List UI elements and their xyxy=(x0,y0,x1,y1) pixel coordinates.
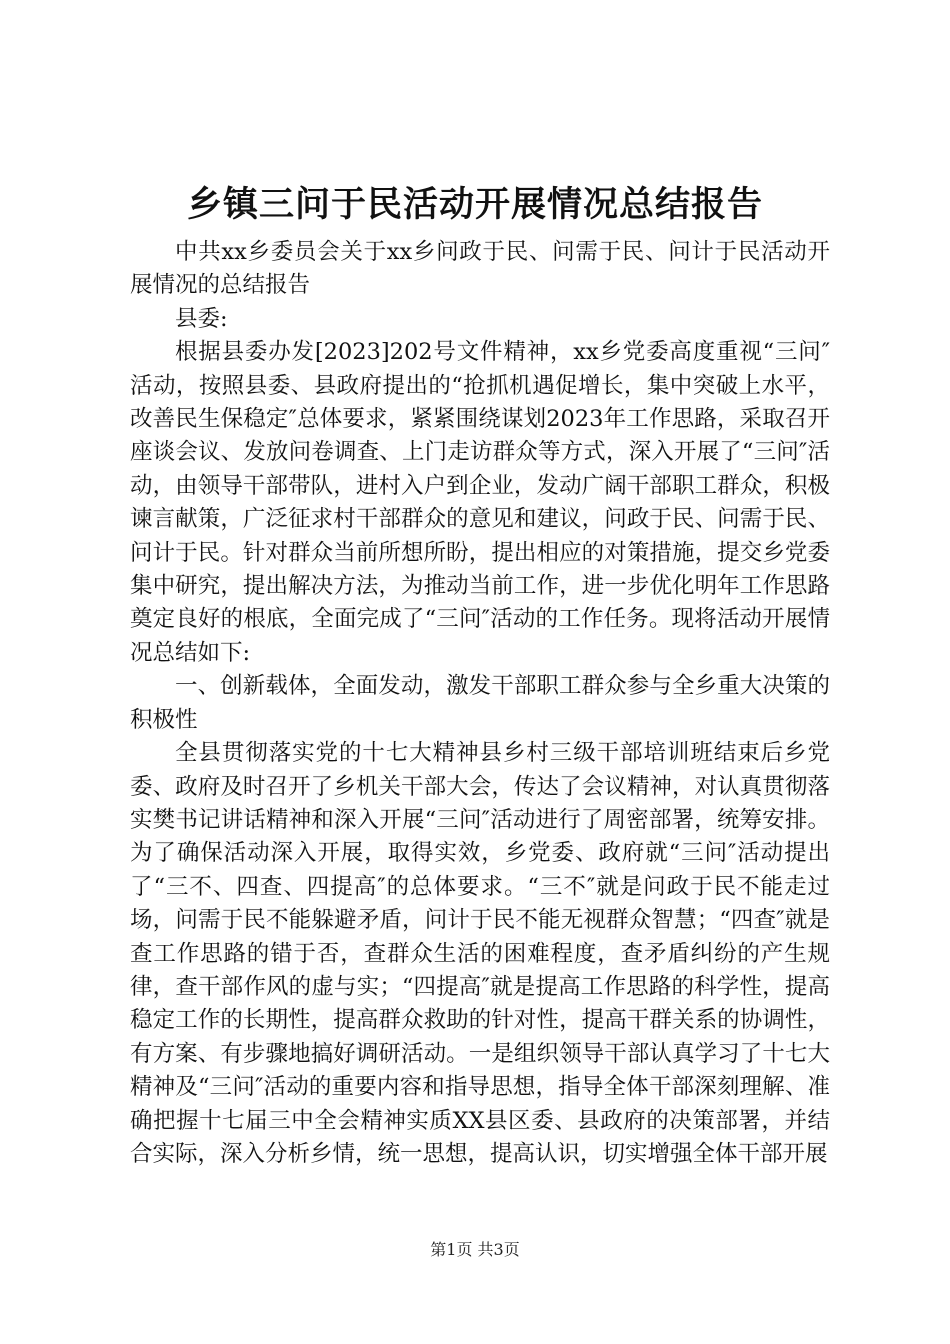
document-body xyxy=(130,236,830,1171)
page-number-footer: 第1页 共3页 xyxy=(430,1240,520,1259)
paragraph-section-heading: 一、创新载体，全面发动，激发干部职工群众参与全乡重大决策的积极性 xyxy=(130,673,830,733)
paragraph-introduction: 根据县委办发[2023]202号文件精神，xx乡党委高度重视“三问″活动，按照县委、县政府提出的“抢抓机遇促增长，集中突破上水平，改善民生保稳定″总体要求，紧紧围绕谋划2023年工作思路，采取召开座谈会议、发放问卷调查、上门走访群众等方式，深入开展了“三问″活动，由领导干部带队，进村入户到企业，发动广阔干部职工群众，积极谏言献策，广泛征求村干部群众的意见和建议，问政于民、问需于民、问计于民。针对群众当前所想所盼，提出相应的对策措施，提交乡党委集中研究，提出解决方法，为推动当前工作，进一步优化明年工作思路奠定良好的根底，全面完成了“三问″活动的工作任务。现将活动开展情况总结如下: xyxy=(130,339,830,666)
paragraph-heading-line: 中共xx乡委员会关于xx乡问政于民、问需于民、问计于民活动开展情况的总结报告 xyxy=(130,239,830,299)
paragraph-salutation: 县委: xyxy=(175,305,228,332)
paragraph-section-body: 全县贯彻落实党的十七大精神县乡村三级干部培训班结束后乡党委、政府及时召开了乡机关干部大会，传达了会议精神，对认真贯彻落实樊书记讲话精神和深入开展“三问″活动进行了周密部署，统筹安排。为了确保活动深入开展，取得实效，乡党委、政府就“三问″活动提出了“三不、四查、四提高″的总体要求。“三不″就是问政于民不能走过场，问需于民不能躲避矛盾，问计于民不能无视群众智慧；“四查″就是查工作思路的错于否，查群众生活的困难程度，查矛盾纠纷的产生规律，查干部作风的虚与实；“四提高″就是提高工作思路的科学性，提高稳定工作的长期性，提高群众救助的针对性，提高干群关系的协调性，有方案、有步骤地搞好调研活动。一是组织领导干部认真学习了十七大精神及“三问″活动的重要内容和指导思想，指导全体干部深刻理解、准确把握十七届三中全会精神实质XX县区委、县政府的决策部署，并结合实际，深入分析乡情，统一思想，提高认识，切实增强全体干部开展 xyxy=(130,740,830,1167)
document-title: 乡镇三问于民活动开展情况总结报告 xyxy=(186,184,763,225)
